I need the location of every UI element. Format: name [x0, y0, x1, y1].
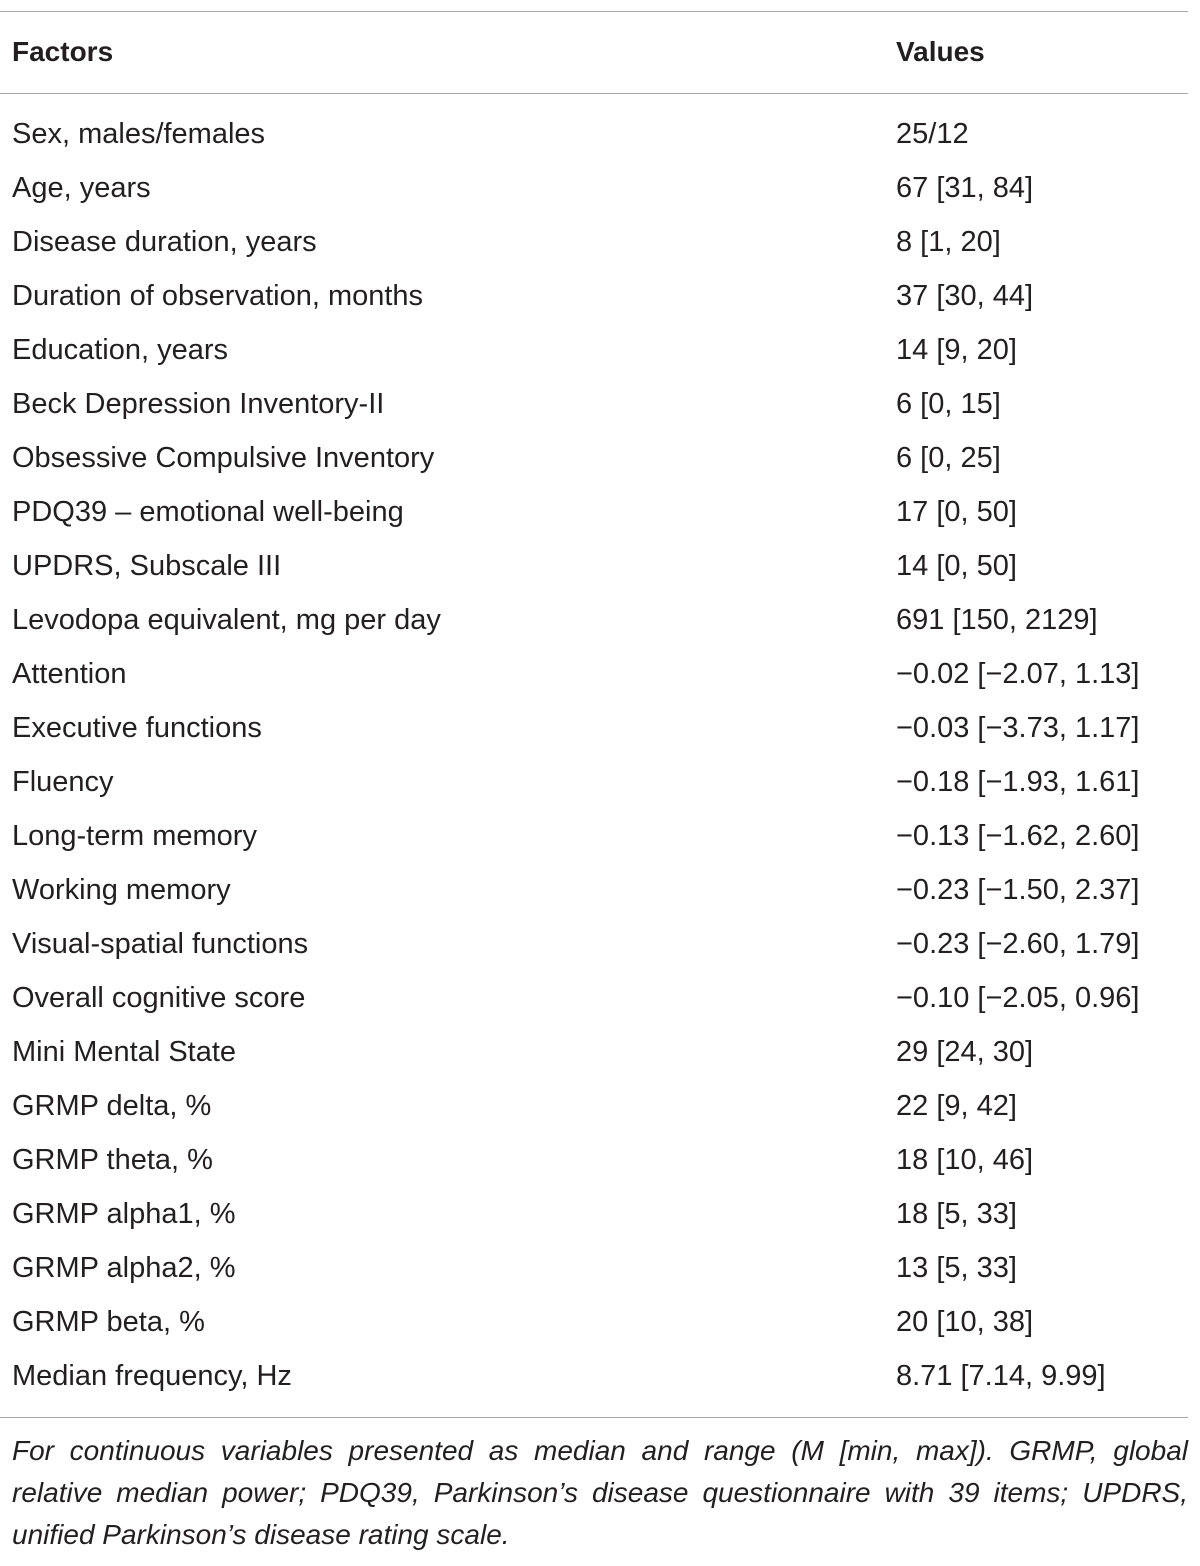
factor-cell: Median frequency, Hz — [12, 1360, 292, 1392]
table-row — [0, 1295, 1200, 1349]
factor-cell: Attention — [12, 658, 127, 690]
factor-cell: GRMP theta, % — [12, 1144, 213, 1176]
table-row — [0, 1349, 1200, 1403]
value-cell: 13 [5, 33] — [896, 1252, 1017, 1284]
value-cell: 20 [10, 38] — [896, 1306, 1034, 1338]
value-cell: −0.03 [−3.73, 1.17] — [896, 712, 1140, 744]
factor-cell: Duration of observation, months — [12, 280, 424, 312]
table-row — [0, 863, 1200, 917]
value-cell: 6 [0, 25] — [896, 442, 1001, 474]
table-row — [0, 215, 1200, 269]
factor-cell: Fluency — [12, 766, 114, 798]
value-cell: −0.18 [−1.93, 1.61] — [896, 766, 1140, 798]
table-row — [0, 701, 1200, 755]
table-row — [0, 107, 1200, 161]
table-row — [0, 485, 1200, 539]
value-cell: −0.13 [−1.62, 2.60] — [896, 820, 1140, 852]
table-row — [0, 1241, 1200, 1295]
factor-cell: Age, years — [12, 172, 151, 204]
value-cell: 22 [9, 42] — [896, 1090, 1017, 1122]
header-values: Values — [896, 36, 985, 67]
table-row — [0, 431, 1200, 485]
table-row — [0, 161, 1200, 215]
factor-cell: Disease duration, years — [12, 226, 317, 258]
value-cell: 14 [9, 20] — [896, 334, 1017, 366]
table-row — [0, 269, 1200, 323]
table-row — [0, 1079, 1200, 1133]
factor-cell: Obsessive Compulsive Inventory — [12, 442, 435, 474]
value-cell: −0.23 [−1.50, 2.37] — [896, 874, 1140, 906]
header-factors: Factors — [12, 36, 114, 67]
value-cell: 17 [0, 50] — [896, 496, 1017, 528]
table-row — [0, 1187, 1200, 1241]
table-row — [0, 755, 1200, 809]
table-footnote: For continuous variables presented as median and range (M [min, max]). GRMP, global relative median power; PDQ39, Parkinson’s disease questionnaire with 39 items; UPDRS, unified Parkinson’s disease rating scale. — [12, 1435, 1188, 1550]
table-row — [0, 539, 1200, 593]
factor-cell: Working memory — [12, 874, 231, 906]
table-row — [0, 647, 1200, 701]
factor-cell: Beck Depression Inventory-II — [12, 388, 385, 420]
factor-cell: GRMP delta, % — [12, 1090, 212, 1122]
factor-cell: Visual-spatial functions — [12, 928, 309, 960]
table-header-rule — [0, 93, 1188, 94]
table-row — [0, 971, 1200, 1025]
factor-cell: Levodopa equivalent, mg per day — [12, 604, 441, 636]
factor-cell: Executive functions — [12, 712, 262, 744]
value-cell: −0.02 [−2.07, 1.13] — [896, 658, 1140, 690]
value-cell: 18 [10, 46] — [896, 1144, 1034, 1176]
value-cell: 6 [0, 15] — [896, 388, 1001, 420]
table-bottom-rule — [0, 1417, 1188, 1418]
value-cell: 25/12 — [896, 118, 969, 150]
table-row — [0, 1025, 1200, 1079]
factor-cell: GRMP alpha1, % — [12, 1198, 236, 1230]
factor-cell: Education, years — [12, 334, 229, 366]
value-cell: 29 [24, 30] — [896, 1036, 1034, 1068]
value-cell: −0.10 [−2.05, 0.96] — [896, 982, 1140, 1014]
factor-cell: Long-term memory — [12, 820, 257, 852]
factor-cell: UPDRS, Subscale III — [12, 550, 282, 582]
factor-cell: GRMP beta, % — [12, 1306, 205, 1338]
table-row — [0, 1133, 1200, 1187]
value-cell: 8 [1, 20] — [896, 226, 1001, 258]
value-cell: 691 [150, 2129] — [896, 604, 1098, 636]
factor-cell: Mini Mental State — [12, 1036, 237, 1068]
table-row — [0, 323, 1200, 377]
table-row — [0, 809, 1200, 863]
value-cell: 8.71 [7.14, 9.99] — [896, 1360, 1106, 1392]
value-cell: 18 [5, 33] — [896, 1198, 1017, 1230]
table-row — [0, 377, 1200, 431]
factor-cell: PDQ39 – emotional well-being — [12, 496, 404, 528]
value-cell: 67 [31, 84] — [896, 172, 1034, 204]
table-top-rule — [0, 11, 1188, 12]
value-cell: 14 [0, 50] — [896, 550, 1017, 582]
table-body — [0, 107, 1200, 1403]
table-row — [0, 593, 1200, 647]
factor-cell: Sex, males/females — [12, 118, 266, 150]
value-cell: −0.23 [−2.60, 1.79] — [896, 928, 1140, 960]
factor-cell: Overall cognitive score — [12, 982, 306, 1014]
table-row — [0, 917, 1200, 971]
factor-cell: GRMP alpha2, % — [12, 1252, 236, 1284]
table-header-row — [0, 28, 1200, 76]
value-cell: 37 [30, 44] — [896, 280, 1034, 312]
